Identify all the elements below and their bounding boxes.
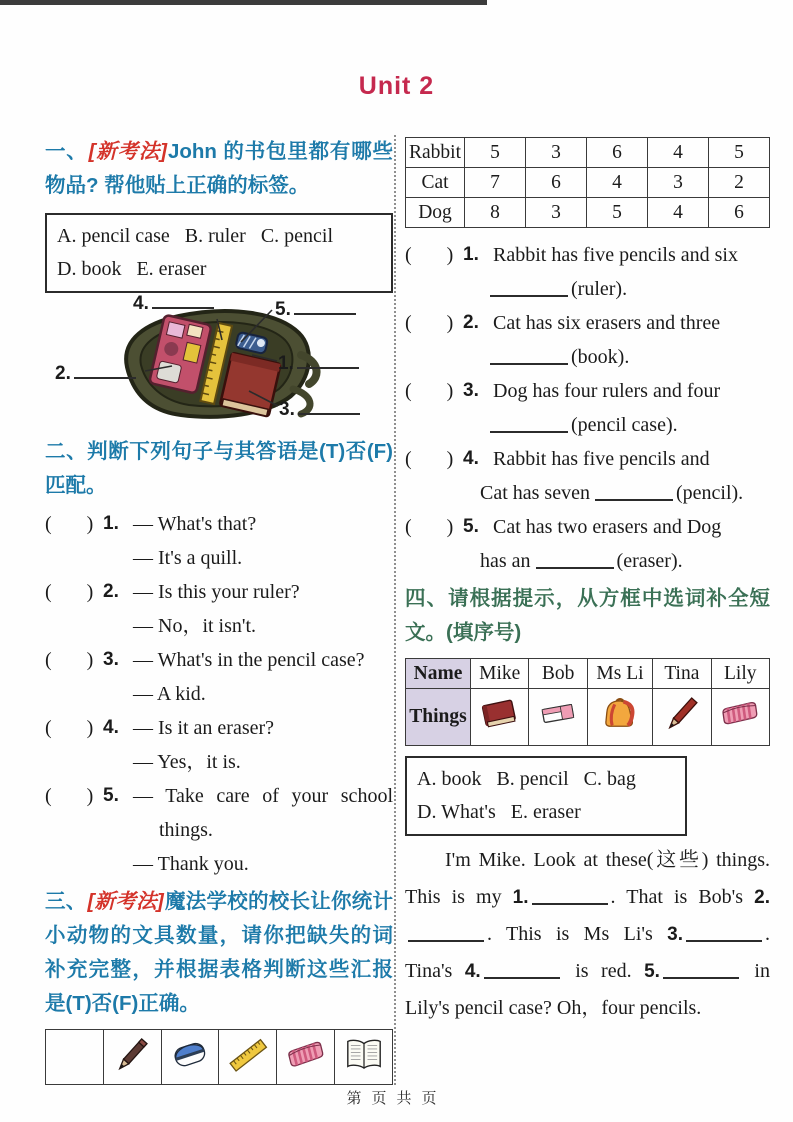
cloze-text: in Lily's pencil case? Oh，four pencils. xyxy=(405,960,770,1019)
stat-cell: 8 xyxy=(465,198,526,228)
name-cell: Lily xyxy=(711,659,769,689)
hint-word: (book). xyxy=(571,346,630,368)
table-row xyxy=(406,689,770,746)
name-cell: Ms Li xyxy=(587,659,652,689)
pencil-case-icon xyxy=(719,693,761,735)
header-cell-pencil-case xyxy=(277,1030,335,1085)
section2-heading xyxy=(45,435,393,503)
answer-blank xyxy=(297,355,359,369)
table-row xyxy=(406,198,770,228)
answer-blank xyxy=(298,401,360,415)
cloze-text: . This is Ms Li's xyxy=(487,923,668,945)
hint-word: (eraser). xyxy=(616,550,683,572)
stat-cell: 3 xyxy=(648,168,709,198)
cloze-number: 1. xyxy=(512,887,529,908)
scan-edge-strip xyxy=(0,0,487,5)
question-text: — Is it an eraser? xyxy=(133,717,275,739)
new-method-badge: [新考法] xyxy=(88,140,167,163)
statement-item xyxy=(405,442,770,510)
question-text: — What's in the pencil case? xyxy=(133,649,365,671)
statement-item xyxy=(405,510,770,578)
answer-paren: ( ) xyxy=(405,448,454,470)
stat-cell: 3 xyxy=(526,138,587,168)
item-number: 2. xyxy=(463,312,479,333)
section2-title: 判断下列句子与其答语是(T)否(F)匹配。 xyxy=(45,440,393,497)
stat-cell: 6 xyxy=(526,168,587,198)
answer-paren: ( ) xyxy=(405,312,454,334)
stat-cell: 5 xyxy=(709,138,770,168)
cloze-text: . That is Bob's xyxy=(610,886,755,908)
answer-blank xyxy=(686,928,762,942)
pencil-case-icon xyxy=(285,1034,327,1076)
statement-pre: has an xyxy=(480,550,536,572)
statement-text: Rabbit has five pencils and six xyxy=(493,244,738,266)
name-header: Name xyxy=(406,659,471,689)
dialogue-item xyxy=(45,507,393,575)
answer-paren: ( ) xyxy=(45,649,94,671)
section1-heading xyxy=(45,135,393,203)
answer-paren: ( ) xyxy=(405,516,454,538)
section3-number: 三、 xyxy=(45,890,87,913)
schoolbag-icon xyxy=(599,693,641,735)
section4-title: 请根据提示，从方框中选词补全短文。(填序号) xyxy=(405,587,770,644)
statement-text: Dog has four rulers and four xyxy=(493,380,721,402)
right-column xyxy=(405,135,770,1027)
name-cell: Mike xyxy=(471,659,529,689)
section4-number: 四、 xyxy=(405,587,449,610)
statement-item xyxy=(405,374,770,442)
answer-blank xyxy=(484,965,560,979)
answer-blank xyxy=(408,928,484,942)
row-label: Dog xyxy=(406,198,465,228)
page-columns xyxy=(0,101,793,1085)
dialogue-item xyxy=(45,711,393,779)
white-eraser-icon xyxy=(537,693,579,735)
item-number: 4. xyxy=(463,448,479,469)
statement-list xyxy=(405,238,770,578)
new-method-badge: [新考法] xyxy=(87,890,164,913)
item-number: 1. xyxy=(463,244,479,265)
stat-cell: 4 xyxy=(648,198,709,228)
name-cell: Bob xyxy=(529,659,587,689)
hint-word: (pencil). xyxy=(675,482,744,504)
left-column xyxy=(45,135,393,1085)
section3-heading xyxy=(45,885,393,1021)
table-row xyxy=(406,138,770,168)
empty-cell xyxy=(46,1030,104,1085)
thing-cell-eraser xyxy=(529,689,587,746)
statement-text: Rabbit has five pencils and xyxy=(493,448,710,470)
dialogue-item xyxy=(45,779,393,881)
stat-cell: 2 xyxy=(709,168,770,198)
cloze-number: 5. xyxy=(644,961,660,982)
statement-text: Cat has six erasers and three xyxy=(493,312,721,334)
item-number: 5. xyxy=(103,785,119,806)
question-text: — Is this your ruler? xyxy=(133,581,300,603)
figure-label-2: 2. xyxy=(55,363,136,385)
stat-cell: 3 xyxy=(526,198,587,228)
answer-blank xyxy=(294,301,356,315)
backpack-figure xyxy=(45,295,393,435)
cloze-number: 3. xyxy=(667,924,683,945)
animal-stats-table xyxy=(405,137,770,228)
answer-paren: ( ) xyxy=(45,785,94,807)
answer-blank xyxy=(536,555,614,569)
thing-cell-pencil xyxy=(653,689,711,746)
red-pencil-icon xyxy=(661,693,703,735)
question-text: — Take care of your school things. xyxy=(133,785,393,841)
figure-label-5: 5. xyxy=(275,299,356,321)
item-number: 5. xyxy=(463,516,479,537)
answer-blank xyxy=(532,891,608,905)
page-title: Unit 2 xyxy=(358,72,435,100)
word-bank-line: A. book B. pencil C. bag xyxy=(417,768,636,790)
figure-label-1: 1. xyxy=(278,353,359,375)
word-bank-box-2 xyxy=(405,756,687,836)
eraser-icon xyxy=(169,1034,211,1076)
answer-blank xyxy=(74,365,136,379)
stat-cell: 4 xyxy=(587,168,648,198)
red-book-icon xyxy=(479,693,521,735)
answer-blank xyxy=(490,283,568,297)
page-footer: 第页共页 xyxy=(346,1091,447,1107)
stat-cell: 5 xyxy=(587,198,648,228)
stat-cell: 4 xyxy=(648,138,709,168)
answer-text: — No，it isn't. xyxy=(133,615,257,637)
question-text: — What's that? xyxy=(133,513,257,535)
header-cell-ruler xyxy=(219,1030,277,1085)
table-row xyxy=(406,168,770,198)
cloze-text: is red. xyxy=(562,960,645,982)
answer-blank xyxy=(490,419,568,433)
answer-text: — Yes，it is. xyxy=(133,751,241,773)
answer-paren: ( ) xyxy=(405,244,454,266)
item-number: 3. xyxy=(463,380,479,401)
figure-label-3: 3. xyxy=(279,399,360,421)
header-cell-eraser xyxy=(161,1030,219,1085)
answer-blank xyxy=(595,487,673,501)
cloze-text: . Tina's xyxy=(405,923,770,982)
table-row xyxy=(406,659,770,689)
section2-number: 二、 xyxy=(45,440,88,463)
answer-blank xyxy=(152,295,214,309)
answer-text: — A kid. xyxy=(133,683,206,705)
statement-item xyxy=(405,306,770,374)
thing-cell-pencil-case xyxy=(711,689,769,746)
word-bank-line: D. book E. eraser xyxy=(57,258,207,280)
section4-heading xyxy=(405,582,770,650)
answer-paren: ( ) xyxy=(45,717,94,739)
ruler-icon xyxy=(227,1034,269,1076)
section1-title: John 的书包里都有哪些物品? 帮他贴上正确的标签。 xyxy=(45,140,394,197)
answer-blank xyxy=(663,965,739,979)
statement-item xyxy=(405,238,770,306)
thing-cell-book xyxy=(471,689,529,746)
hint-word: (ruler). xyxy=(571,278,628,300)
name-things-table xyxy=(405,658,770,746)
name-cell: Tina xyxy=(653,659,711,689)
header-cell-pencil xyxy=(103,1030,161,1085)
stat-cell: 6 xyxy=(587,138,648,168)
things-header: Things xyxy=(406,689,471,746)
row-label: Cat xyxy=(406,168,465,198)
column-divider xyxy=(394,135,396,1085)
answer-paren: ( ) xyxy=(405,380,454,402)
word-bank-box-1 xyxy=(45,213,393,293)
pencil-icon xyxy=(111,1034,153,1076)
answer-text: — Thank you. xyxy=(133,853,249,875)
stat-cell: 6 xyxy=(709,198,770,228)
stat-cell: 7 xyxy=(465,168,526,198)
header-cell-book xyxy=(335,1030,393,1085)
item-number: 1. xyxy=(103,513,119,534)
answer-paren: ( ) xyxy=(45,513,94,535)
thing-cell-bag xyxy=(587,689,652,746)
statement-pre: Cat has seven xyxy=(480,482,595,504)
figure-label-4: 4. xyxy=(133,293,214,315)
row-label: Rabbit xyxy=(406,138,465,168)
item-number: 4. xyxy=(103,717,119,738)
word-bank-line: A. pencil case B. ruler C. pencil xyxy=(57,225,334,247)
section1-number: 一、 xyxy=(45,140,88,163)
open-book-icon xyxy=(343,1034,385,1076)
cloze-number: 4. xyxy=(464,961,481,982)
stationery-header-table xyxy=(45,1029,393,1085)
answer-blank xyxy=(490,351,568,365)
item-number: 3. xyxy=(103,649,119,670)
answer-text: — It's a quill. xyxy=(133,547,243,569)
item-number: 2. xyxy=(103,581,119,602)
word-bank-line: D. What's E. eraser xyxy=(417,801,581,823)
answer-paren: ( ) xyxy=(45,581,94,603)
statement-text: Cat has two erasers and Dog xyxy=(493,516,722,538)
cloze-number: 2. xyxy=(754,887,770,908)
dialogue-item xyxy=(45,575,393,643)
dialogue-item xyxy=(45,643,393,711)
hint-word: (pencil case). xyxy=(571,414,678,436)
stat-cell: 5 xyxy=(465,138,526,168)
dialogue-list xyxy=(45,507,393,881)
cloze-text: I'm Mike. Look at these(这些) things. This is my xyxy=(405,849,770,908)
cloze-paragraph xyxy=(405,842,770,1027)
section3-title: 魔法学校的校长让你统计小动物的文具数量，请你把缺失的词补充完整，并根据表格判断这些汇报是(T)否(F)正确。 xyxy=(45,890,394,1015)
